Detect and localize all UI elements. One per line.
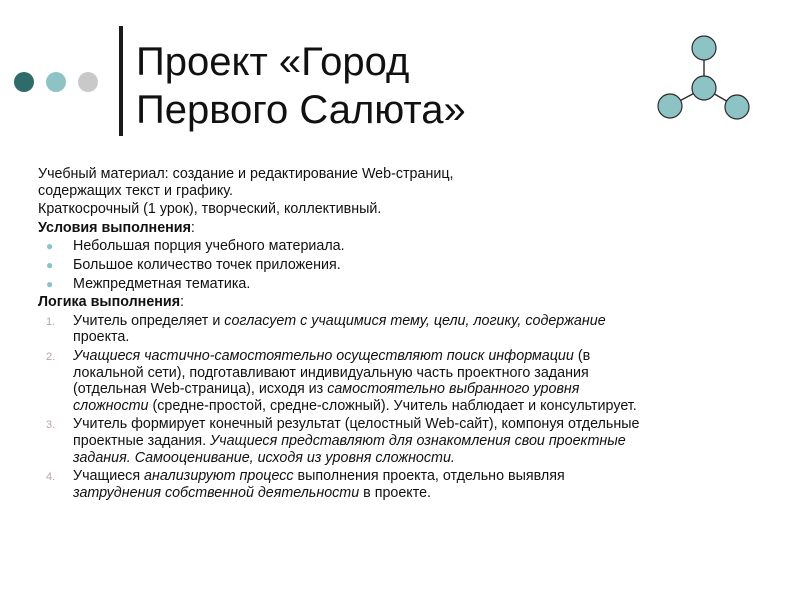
- step-2-line-3: (отдельная Web-страница), исходя из: [73, 381, 328, 398]
- step-4-text: Учащиеся: [73, 468, 145, 485]
- step-4-text-2: выполнения проекта, отдельно выявляя: [293, 468, 565, 485]
- step-1-italic: согласует с учащимися тему, цели, логику, содержание: [224, 312, 606, 329]
- step-number: 1.: [46, 315, 56, 328]
- logic-heading: [0, 294, 800, 311]
- material-line-1: Учебный материал: создание и редактирование Web-страниц,: [38, 166, 454, 182]
- step-number: 2.: [46, 350, 56, 363]
- step-3-line-3-italic: задания. Самооценивание, исходя из уровня сложности.: [73, 449, 455, 466]
- step-4-italic: анализируют процесс: [144, 468, 294, 485]
- gray-dot-icon: [78, 72, 98, 92]
- conditions-heading-text: Условия выполнения: [38, 219, 191, 236]
- step-number: 4.: [46, 471, 56, 484]
- step-number: 3.: [46, 419, 56, 432]
- list-item: [0, 276, 800, 293]
- step-3-line-2-italic: Учащиеся представляют для ознакомления свои проектные: [210, 432, 626, 449]
- step-3-text: Учитель формирует конечный результат (целостный Web-сайт), компонуя отдельные: [73, 416, 640, 433]
- step-2-line-4: (средне-простой, средне-сложный). Учитель наблюдает и консультирует.: [148, 397, 637, 414]
- list-item: [0, 238, 800, 255]
- step-2-text: (в: [573, 347, 591, 364]
- decor-dots: [14, 72, 98, 92]
- step-2-line-3-italic: самостоятельно выбранного уровня: [327, 381, 580, 398]
- light-teal-dot-icon: [46, 72, 66, 92]
- step-1-line-2: проекта.: [73, 329, 130, 346]
- material-line-2: содержащих текст и графику.: [38, 182, 233, 199]
- conditions-heading: [0, 220, 800, 237]
- step-3-line-2: проектные задания.: [73, 432, 211, 449]
- step-2-line-4-italic: сложности: [73, 397, 149, 414]
- title-line-2: Первого Салюта»: [136, 88, 466, 132]
- step-2-italic: Учащиеся частично-самостоятельно осуществляют поиск информации: [73, 347, 574, 364]
- step-4-line-2-italic: затруднения собственной деятельности: [73, 484, 360, 501]
- step-4-line-2: в проекте.: [359, 484, 432, 501]
- round-bullet-icon: ●: [46, 276, 54, 291]
- conditions-colon: :: [190, 219, 195, 236]
- type-text: Краткосрочный (1 урок), творческий, коллективный.: [38, 201, 382, 218]
- logic-colon: :: [180, 294, 185, 311]
- condition-2: Большое количество точек приложения.: [73, 256, 341, 273]
- list-item: [0, 348, 800, 414]
- condition-3: Межпредметная тематика.: [73, 275, 251, 292]
- slide-body: [0, 166, 800, 503]
- list-item: [0, 468, 800, 501]
- molecule-icon: [648, 30, 758, 130]
- dark-teal-dot-icon: [14, 72, 34, 92]
- slide-title: [136, 38, 466, 134]
- list-item: [0, 313, 800, 346]
- paragraph-material: [0, 166, 800, 199]
- list-item: [0, 257, 800, 274]
- round-bullet-icon: ●: [46, 239, 54, 254]
- step-2-line-2: локальной сети), подготавливают индивидуальную часть проектного задания: [73, 364, 589, 381]
- logic-heading-text: Логика выполнения: [38, 294, 181, 311]
- list-item: [0, 416, 800, 466]
- round-bullet-icon: ●: [46, 257, 54, 272]
- title-line-1: Проект «Город: [136, 40, 410, 84]
- condition-1: Небольшая порция учебного материала.: [73, 238, 345, 255]
- paragraph-type: [0, 201, 800, 218]
- step-1-text: Учитель определяет и: [73, 312, 225, 329]
- title-divider: [119, 26, 123, 136]
